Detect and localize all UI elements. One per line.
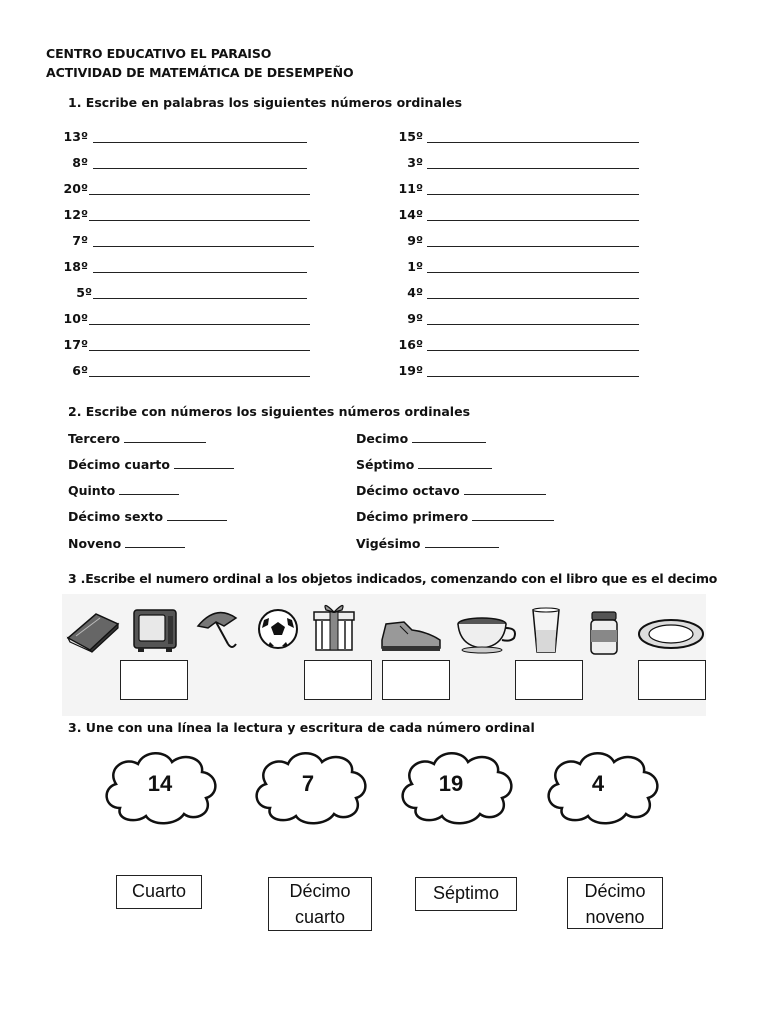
- answer-line[interactable]: [89, 194, 310, 195]
- answer-blank[interactable]: [425, 537, 499, 548]
- s2-item-label: Décimo primero: [356, 509, 469, 524]
- answer-line[interactable]: [427, 350, 639, 351]
- answer-line[interactable]: [427, 142, 639, 143]
- ordinal-number-right: 1º: [407, 259, 423, 274]
- cup-icon: [454, 614, 518, 654]
- ordinal-number-right: 9º: [407, 233, 423, 248]
- ordinal-number-left: 17º: [63, 337, 88, 352]
- cloud-number: 14: [147, 771, 173, 796]
- answer-line[interactable]: [427, 168, 639, 169]
- ordinal-number-left: 10º: [63, 311, 88, 326]
- television-icon: [130, 606, 180, 654]
- s2-item-label: Décimo cuarto: [68, 457, 170, 472]
- object-answer-box[interactable]: [304, 660, 372, 700]
- ordinal-number-left: 7º: [72, 233, 88, 248]
- ordinal-number-left: 20º: [63, 181, 88, 196]
- s2-item: [68, 536, 185, 551]
- answer-line[interactable]: [93, 246, 314, 247]
- answer-line[interactable]: [93, 298, 307, 299]
- book-icon: [66, 608, 120, 654]
- s2-item-label: Vigésimo: [356, 536, 421, 551]
- answer-blank[interactable]: [119, 484, 179, 495]
- s2-item-label: Decimo: [356, 431, 409, 446]
- answer-line[interactable]: [427, 194, 639, 195]
- answer-line[interactable]: [89, 376, 310, 377]
- answer-blank[interactable]: [418, 458, 492, 469]
- answer-line[interactable]: [427, 324, 639, 325]
- ordinal-number-left: 12º: [63, 207, 88, 222]
- school-name: CENTRO EDUCATIVO EL PARAISO: [46, 46, 272, 61]
- answer-blank[interactable]: [125, 537, 185, 548]
- s2-item: [68, 457, 234, 472]
- s2-item: [356, 509, 554, 524]
- shoe-icon: [378, 614, 444, 654]
- answer-line[interactable]: [93, 142, 307, 143]
- s2-item: [356, 536, 499, 551]
- answer-line[interactable]: [427, 246, 639, 247]
- section2-instruction: 2. Escribe con números los siguientes números ordinales: [68, 404, 471, 419]
- answer-blank[interactable]: [412, 432, 486, 443]
- answer-line[interactable]: [89, 324, 310, 325]
- ordinal-number-right: 9º: [407, 311, 423, 326]
- ordinal-word-box[interactable]: Décimo noveno: [567, 877, 663, 929]
- s2-item: [356, 431, 486, 446]
- ordinal-number-left: 5º: [76, 285, 92, 300]
- s2-item-label: Décimo octavo: [356, 483, 460, 498]
- jar-icon: [588, 610, 620, 656]
- ordinal-word-box[interactable]: Décimo cuarto: [268, 877, 372, 931]
- answer-blank[interactable]: [167, 510, 227, 521]
- s2-item: [356, 457, 492, 472]
- answer-line[interactable]: [427, 376, 639, 377]
- ordinal-number-right: 14º: [398, 207, 423, 222]
- s2-item: [68, 483, 179, 498]
- answer-line[interactable]: [427, 298, 639, 299]
- ordinal-number-right: 11º: [398, 181, 423, 196]
- glass-icon: [530, 606, 562, 656]
- ordinal-number-right: 4º: [407, 285, 423, 300]
- answer-line[interactable]: [93, 272, 307, 273]
- ordinal-number-right: 19º: [398, 363, 423, 378]
- object-answer-box[interactable]: [638, 660, 706, 700]
- gift-box-icon: [312, 600, 356, 654]
- ordinal-number-right: 3º: [407, 155, 423, 170]
- ordinal-number-left: 13º: [63, 129, 88, 144]
- s2-item-label: Séptimo: [356, 457, 415, 472]
- answer-blank[interactable]: [174, 458, 234, 469]
- ordinal-number-right: 16º: [398, 337, 423, 352]
- object-answer-box[interactable]: [382, 660, 450, 700]
- s2-item-label: Noveno: [68, 536, 122, 551]
- answer-line[interactable]: [89, 350, 310, 351]
- object-answer-box[interactable]: [120, 660, 188, 700]
- section4-instruction: 3. Une con una línea la lectura y escritura de cada número ordinal: [68, 720, 535, 735]
- answer-blank[interactable]: [124, 432, 206, 443]
- s2-item: [356, 483, 546, 498]
- s2-item-label: Quinto: [68, 483, 116, 498]
- s2-item: [68, 431, 206, 446]
- object-answer-box[interactable]: [515, 660, 583, 700]
- cloud-number: 4: [591, 771, 605, 796]
- answer-line[interactable]: [427, 220, 639, 221]
- answer-blank[interactable]: [472, 510, 554, 521]
- answer-line[interactable]: [93, 168, 307, 169]
- plate-icon: [636, 616, 706, 652]
- s2-item: [68, 509, 227, 524]
- soccer-ball-icon: [256, 606, 300, 652]
- section3-instruction: 3 .Escribe el numero ordinal a los objetos indicados, comenzando con el libro que es el decimo: [68, 571, 718, 586]
- ordinal-number-left: 18º: [63, 259, 88, 274]
- s2-item-label: Tercero: [68, 431, 121, 446]
- ordinal-number-left: 6º: [72, 363, 88, 378]
- ordinal-word-box[interactable]: Séptimo: [415, 877, 517, 911]
- cloud-number: 19: [438, 771, 464, 796]
- ordinal-number-right: 15º: [398, 129, 423, 144]
- answer-line[interactable]: [427, 272, 639, 273]
- s2-item-label: Décimo sexto: [68, 509, 164, 524]
- ordinal-word-box[interactable]: Cuarto: [116, 875, 202, 909]
- umbrella-icon: [194, 604, 240, 652]
- answer-blank[interactable]: [464, 484, 546, 495]
- cloud-number: 7: [301, 771, 315, 796]
- ordinal-number-left: 8º: [72, 155, 88, 170]
- answer-line[interactable]: [89, 220, 310, 221]
- section1-instruction: 1. Escribe en palabras los siguientes números ordinales: [68, 95, 463, 110]
- activity-title: ACTIVIDAD DE MATEMÁTICA DE DESEMPEÑO: [46, 65, 354, 80]
